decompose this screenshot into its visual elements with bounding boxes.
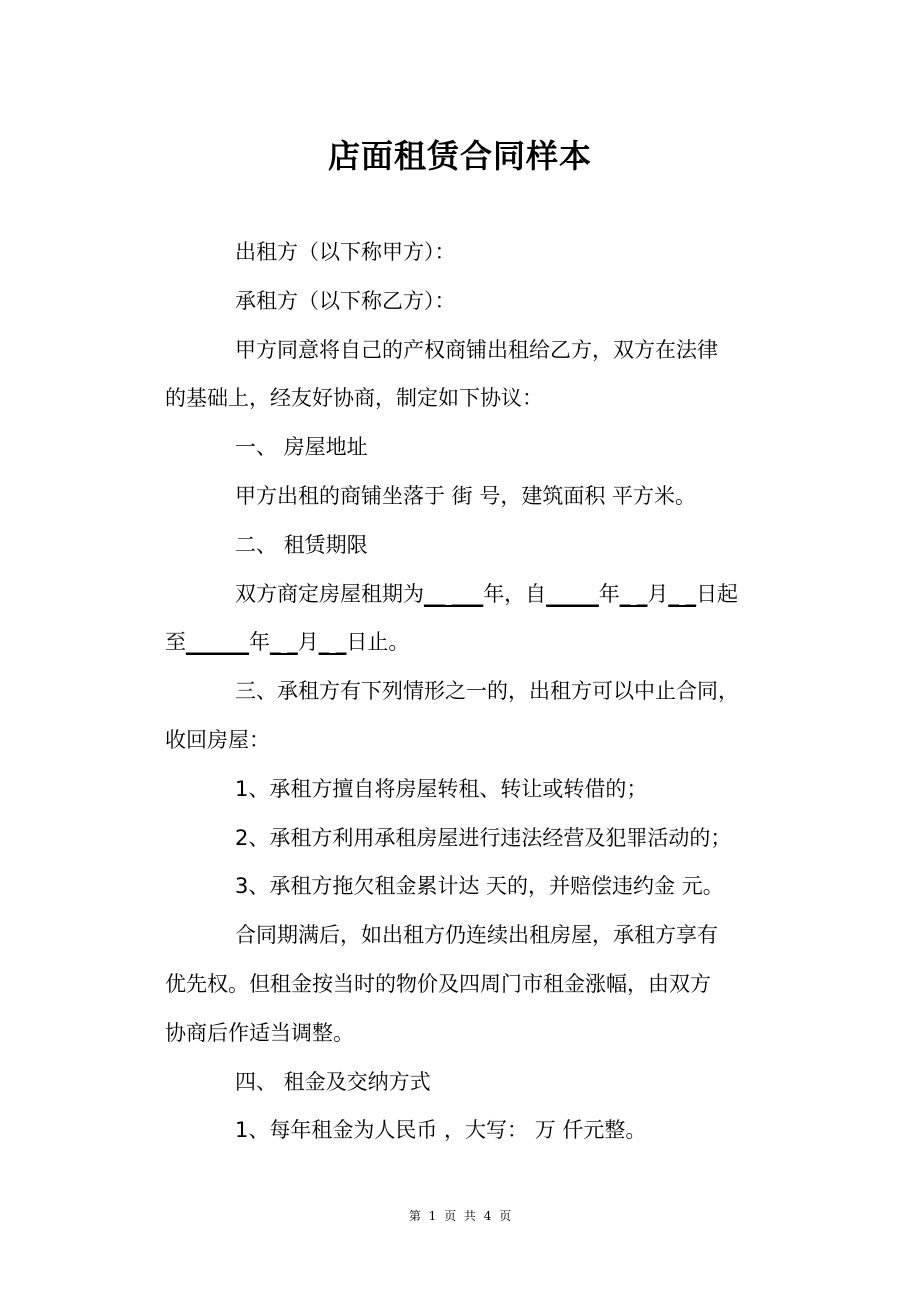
term-text: 日止。 [346, 630, 410, 655]
term-text: 日起 [696, 581, 739, 606]
renewal-paragraph-line: 合同期满后，如出租方仍连续出租房屋，承租方享有 [235, 923, 718, 948]
rent-item-1: 1、每年租金为人民币 ，大写： 万 仟元整。 [235, 1118, 647, 1143]
lessee-line: 承租方（以下称乙方）： [235, 288, 456, 313]
term-text: 年 [598, 581, 620, 606]
term-paragraph-line [165, 570, 785, 619]
term-blank: _ _ [270, 630, 298, 655]
address-paragraph: 甲方出租的商铺坐落于 街 号，建筑面积 平方米。 [235, 483, 697, 508]
termination-item-2: 2、承租方利用承租房屋进行违法经营及犯罪活动的； [235, 825, 732, 850]
lessor-line: 出租方（以下称甲方）： [235, 240, 456, 264]
termination-item-3: 3、承租方拖欠租金累计达 天的，并赔偿违约金 元。 [235, 874, 724, 899]
term-blank: _ _ [318, 630, 347, 655]
termination-paragraph-line: 收回房屋： [165, 727, 270, 752]
document-body [165, 228, 785, 1155]
term-text: 至 [165, 630, 186, 655]
renewal-paragraph-line: 协商后作适当调整。 [165, 1020, 354, 1045]
section-heading-address: 一、 房屋地址 [235, 435, 368, 460]
term-paragraph-line [165, 618, 785, 667]
termination-item-1: 1、承租方擅自将房屋转租、转让或转借的； [235, 776, 648, 801]
term-text: 月 [297, 630, 319, 655]
section-heading-term: 二、 租赁期限 [235, 532, 368, 557]
intro-paragraph-line: 甲方同意将自己的产权商铺出租给乙方，双方在法律 [235, 337, 718, 362]
section-heading-termination: 三、承租方有下列情形之一的，出租方可以中止合同， [235, 679, 739, 704]
term-blank: _ _ [668, 581, 697, 606]
term-blank: _____ [546, 581, 599, 606]
term-text: 双方商定房屋租期为 [235, 581, 424, 606]
renewal-paragraph-line: 优先权。但租金按当时的物价及四周门市租金涨幅，由双方 [165, 971, 711, 996]
term-blank: ______ [186, 630, 249, 655]
term-text: 月 [647, 581, 669, 606]
section-heading-rent: 四、 租金及交纳方式 [235, 1069, 431, 1094]
term-blank: __ ___ [424, 581, 484, 606]
intro-paragraph-line: 的基础上，经友好协商，制定如下协议： [165, 386, 543, 411]
document-title: 店面租赁合同样本 [327, 137, 592, 175]
term-text: 年 [249, 630, 270, 655]
page-number-footer: 第 1 页 共 4 页 [408, 1209, 512, 1223]
term-text: 年，自 [483, 581, 547, 606]
term-blank: _ _ [619, 581, 648, 606]
